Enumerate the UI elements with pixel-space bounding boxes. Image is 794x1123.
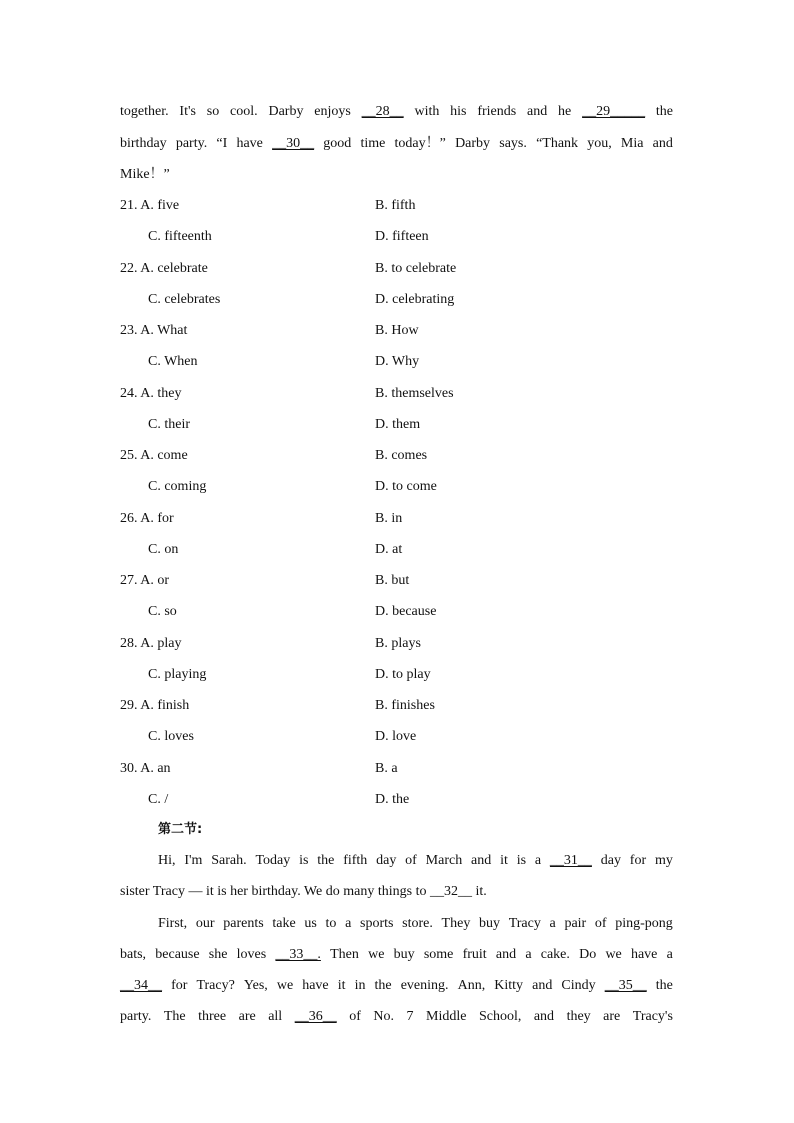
word: Tracy's bbox=[632, 1009, 673, 1024]
word: the bbox=[655, 104, 673, 119]
word: are bbox=[603, 1009, 621, 1024]
word: together. bbox=[120, 104, 169, 119]
option-c: C. coming bbox=[148, 479, 207, 494]
option-b: B. finishes bbox=[375, 698, 435, 713]
option-d: D. them bbox=[375, 417, 421, 432]
passage1-line1 bbox=[120, 101, 673, 123]
word: fruit bbox=[462, 947, 487, 962]
word: because bbox=[155, 947, 200, 962]
word: a bbox=[666, 947, 673, 962]
word: Tracy? bbox=[196, 978, 235, 993]
word: First, bbox=[158, 916, 188, 931]
word: and bbox=[533, 1009, 555, 1024]
section2-p2-line1 bbox=[158, 913, 673, 935]
word: friends bbox=[477, 104, 517, 119]
answer-blank: __33__. bbox=[275, 947, 321, 962]
passage1-line2 bbox=[120, 133, 673, 155]
word: it bbox=[337, 978, 346, 993]
word: a bbox=[549, 916, 556, 931]
word: party. bbox=[175, 136, 208, 151]
word: Do bbox=[579, 947, 597, 962]
answer-blank: __36__ bbox=[294, 1009, 337, 1024]
option-b: B. fifth bbox=[375, 198, 416, 213]
word: Tracy bbox=[508, 916, 541, 931]
word: and bbox=[527, 104, 548, 119]
word: we bbox=[605, 947, 622, 962]
option-b: B. a bbox=[375, 761, 398, 776]
word: bats, bbox=[120, 947, 147, 962]
word: so bbox=[206, 104, 220, 119]
word: have bbox=[630, 947, 658, 962]
word: “I bbox=[216, 136, 228, 151]
word: and bbox=[532, 978, 553, 993]
word: us bbox=[304, 916, 317, 931]
word: Middle bbox=[426, 1009, 467, 1024]
word: a bbox=[534, 853, 542, 868]
word: and bbox=[652, 136, 673, 151]
option-d: D. fifteen bbox=[375, 229, 429, 244]
word: Ann, bbox=[457, 978, 486, 993]
word: Hi, bbox=[158, 853, 176, 868]
word: a bbox=[345, 916, 352, 931]
word: buy bbox=[479, 916, 500, 931]
word: ping-pong bbox=[615, 916, 673, 931]
word: 7 bbox=[406, 1009, 414, 1024]
word: They bbox=[441, 916, 471, 931]
option-a: 25. A. come bbox=[120, 448, 188, 463]
word: some bbox=[423, 947, 454, 962]
option-d: D. Why bbox=[375, 354, 420, 369]
word: March bbox=[425, 853, 463, 868]
word: for bbox=[629, 853, 647, 868]
word: are bbox=[238, 1009, 256, 1024]
word: store. bbox=[402, 916, 433, 931]
word: School, bbox=[478, 1009, 522, 1024]
option-d: D. to come bbox=[375, 479, 437, 494]
word: a bbox=[525, 947, 532, 962]
word: Then bbox=[330, 947, 359, 962]
option-c: C. loves bbox=[148, 729, 194, 744]
word: buy bbox=[393, 947, 415, 962]
option-d: D. the bbox=[375, 792, 410, 807]
word: have bbox=[302, 978, 329, 993]
option-c: C. celebrates bbox=[148, 292, 221, 307]
word: good bbox=[323, 136, 352, 151]
option-b: B. themselves bbox=[375, 386, 454, 401]
word: the bbox=[374, 978, 392, 993]
word: you, bbox=[587, 136, 612, 151]
word: of bbox=[594, 916, 607, 931]
section2-heading: 第二节: bbox=[158, 822, 203, 837]
word: is bbox=[516, 853, 527, 868]
word: pair bbox=[564, 916, 587, 931]
option-c: C. their bbox=[148, 417, 190, 432]
word: Darby bbox=[268, 104, 304, 119]
word: enjoys bbox=[314, 104, 351, 119]
word: party. bbox=[120, 1009, 152, 1024]
word: Today bbox=[255, 853, 291, 868]
word: No. bbox=[373, 1009, 394, 1024]
word: we bbox=[368, 947, 385, 962]
word: she bbox=[208, 947, 228, 962]
answer-blank: __29_____ bbox=[582, 104, 646, 119]
option-c: C. When bbox=[148, 354, 198, 369]
option-a: 22. A. celebrate bbox=[120, 261, 208, 276]
word: Cindy bbox=[561, 978, 596, 993]
word: with bbox=[414, 104, 440, 119]
option-b: B. How bbox=[375, 323, 419, 338]
word: he bbox=[558, 104, 572, 119]
option-d: D. at bbox=[375, 542, 403, 557]
option-a: 27. A. or bbox=[120, 573, 169, 588]
word: I'm bbox=[184, 853, 203, 868]
section2-p1-line1 bbox=[158, 850, 673, 872]
word: parents bbox=[223, 916, 264, 931]
option-c: C. playing bbox=[148, 667, 207, 682]
passage1-line3: Mike！” bbox=[120, 167, 170, 182]
option-a: 26. A. for bbox=[120, 511, 174, 526]
word: time bbox=[360, 136, 386, 151]
option-a: 24. A. they bbox=[120, 386, 182, 401]
option-c: C. / bbox=[148, 792, 169, 807]
option-b: B. plays bbox=[375, 636, 421, 651]
word: my bbox=[654, 853, 673, 868]
word: today！” bbox=[394, 136, 446, 151]
word: they bbox=[566, 1009, 591, 1024]
answer-blank: __35__ bbox=[604, 978, 647, 993]
word: and bbox=[495, 947, 517, 962]
section2-p1-line2: sister Tracy — it is her birthday. We do many things to __32__ it. bbox=[120, 884, 487, 899]
word: for bbox=[171, 978, 188, 993]
word: Mia bbox=[620, 136, 644, 151]
option-d: D. love bbox=[375, 729, 417, 744]
word: of bbox=[349, 1009, 361, 1024]
word: Darby bbox=[455, 136, 491, 151]
word: three bbox=[198, 1009, 227, 1024]
word: is bbox=[299, 853, 309, 868]
word: in bbox=[354, 978, 366, 993]
option-b: B. but bbox=[375, 573, 410, 588]
option-a: 30. A. an bbox=[120, 761, 171, 776]
section2-p2-line4 bbox=[120, 1006, 673, 1028]
section2-p2-line3 bbox=[120, 975, 673, 997]
option-a: 28. A. play bbox=[120, 636, 182, 651]
answer-blank: __31__ bbox=[549, 853, 592, 868]
word: “Thank bbox=[536, 136, 579, 151]
answer-blank: __30__ bbox=[272, 136, 315, 151]
option-b: B. comes bbox=[375, 448, 428, 463]
word: Yes, bbox=[243, 978, 268, 993]
option-b: B. in bbox=[375, 511, 403, 526]
word: to bbox=[325, 916, 337, 931]
word: evening. bbox=[400, 978, 449, 993]
word: it bbox=[500, 853, 508, 868]
word: says. bbox=[499, 136, 527, 151]
word: of bbox=[405, 853, 417, 868]
option-b: B. to celebrate bbox=[375, 261, 457, 276]
word: we bbox=[276, 978, 294, 993]
word: day bbox=[376, 853, 397, 868]
word: sports bbox=[360, 916, 394, 931]
option-d: D. because bbox=[375, 604, 437, 619]
word: loves bbox=[236, 947, 267, 962]
word: fifth bbox=[343, 853, 368, 868]
option-a: 29. A. finish bbox=[120, 698, 190, 713]
word: take bbox=[272, 916, 296, 931]
option-a: 21. A. five bbox=[120, 198, 180, 213]
word: cake. bbox=[540, 947, 570, 962]
word: Kitty bbox=[494, 978, 524, 993]
word: his bbox=[450, 104, 467, 119]
option-c: C. on bbox=[148, 542, 179, 557]
word: The bbox=[163, 1009, 186, 1024]
answer-blank: __34__ bbox=[120, 978, 162, 993]
word: the bbox=[317, 853, 335, 868]
word: the bbox=[655, 978, 673, 993]
option-c: C. fifteenth bbox=[148, 229, 212, 244]
option-a: 23. A. What bbox=[120, 323, 188, 338]
word: It's bbox=[179, 104, 196, 119]
word: all bbox=[268, 1009, 283, 1024]
word: birthday bbox=[120, 136, 167, 151]
word: and bbox=[471, 853, 492, 868]
word: Sarah. bbox=[211, 853, 247, 868]
option-d: D. celebrating bbox=[375, 292, 455, 307]
option-d: D. to play bbox=[375, 667, 431, 682]
option-c: C. so bbox=[148, 604, 177, 619]
word: cool. bbox=[230, 104, 258, 119]
word: day bbox=[600, 853, 621, 868]
answer-blank: __28__ bbox=[361, 104, 404, 119]
word: have bbox=[236, 136, 263, 151]
section2-p2-line2 bbox=[120, 944, 673, 966]
word: our bbox=[195, 916, 215, 931]
